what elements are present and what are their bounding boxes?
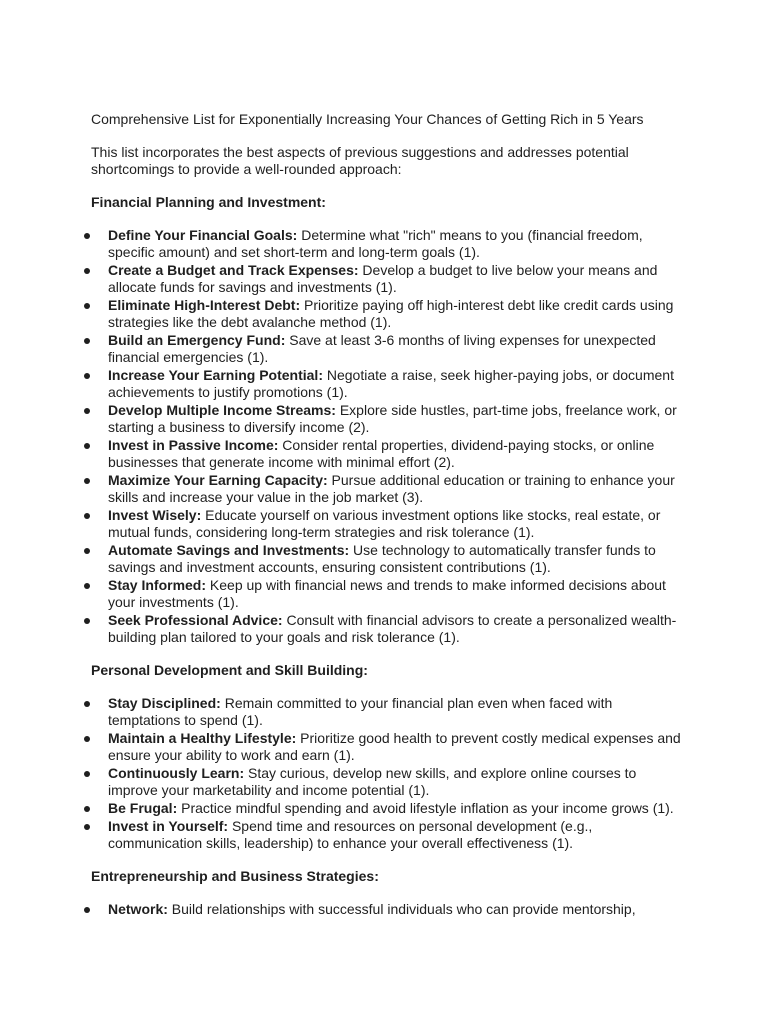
list-item-title: Stay Disciplined: [108,695,221,711]
list-item-text: Educate yourself on various investment options like stocks, real estate, or mutual funds, considering long-term strategies and risk tolerance (1). [108,507,661,540]
list-item-text: Spend time and resources on personal development (e.g., communication skills, leadership) to enhance your overall effectiveness (1). [108,818,593,851]
list-item-title: Seek Professional Advice: [108,612,283,628]
list-item-text: Pursue additional education or training to enhance your skills and increase your value in the job market (3). [108,472,675,505]
bullet-icon [84,548,90,554]
bullet-icon [84,478,90,484]
list-item-text: Build relationships with successful individuals who can provide mentorship, [167,901,636,917]
bullet-icon [84,806,90,812]
bullet-list [91,695,681,852]
list-item-title: Stay Informed: [108,577,207,593]
bullet-list [91,901,681,918]
bullet-icon [84,824,90,830]
list-item-text: Stay curious, develop new skills, and explore online courses to improve your marketability and income potential (1). [108,765,637,798]
list-item-text: Consult with financial advisors to create a personalized wealth-building plan tailored to your goals and risk tolerance (1). [108,612,677,645]
list-item [91,818,681,852]
document-page [91,111,681,934]
bullet-icon [84,513,90,519]
bullet-icon [84,408,90,414]
list-item-text: Remain committed to your financial plan even when faced with temptations to spend (1). [108,695,613,728]
list-item [91,332,681,366]
sections-container [91,194,681,918]
list-item [91,402,681,436]
list-item-text: Determine what "rich" means to you (financial freedom, specific amount) and set short-term and long-term goals (1). [108,227,643,260]
list-item [91,730,681,764]
bullet-icon [84,443,90,449]
list-item-text: Use technology to automatically transfer funds to savings and investment accounts, ensuring consistent contributions (1). [108,542,656,575]
list-item-text: Keep up with financial news and trends to make informed decisions about your investments (1). [108,577,666,610]
list-item-title: Eliminate High-Interest Debt: [108,297,301,313]
list-item [91,542,681,576]
list-item-title: Invest in Passive Income: [108,437,279,453]
list-item-text: Consider rental properties, dividend-paying stocks, or online businesses that generate income with minimal effort (2). [108,437,655,470]
list-item-text: Develop a budget to live below your means and allocate funds for savings and investments (1). [108,262,658,295]
section-heading: Entrepreneurship and Business Strategies: [91,868,379,884]
list-item [91,901,681,918]
list-item [91,437,681,471]
list-item [91,262,681,296]
list-item-title: Continuously Learn: [108,765,245,781]
bullet-list [91,227,681,646]
bullet-icon [84,583,90,589]
bullet-icon [84,373,90,379]
bullet-icon [84,701,90,707]
list-item [91,800,681,817]
bullet-icon [84,233,90,239]
bullet-icon [84,907,90,913]
list-item [91,472,681,506]
list-item-title: Define Your Financial Goals: [108,227,298,243]
list-item-title: Increase Your Earning Potential: [108,367,323,383]
intro-paragraph: This list incorporates the best aspects of previous suggestions and addresses potential shortcomings to provide a well-rounded approach: [91,144,629,177]
list-item [91,577,681,611]
list-item-text: Negotiate a raise, seek higher-paying jobs, or document achievements to justify promotions (1). [108,367,674,400]
list-item-title: Be Frugal: [108,800,178,816]
bullet-icon [84,303,90,309]
list-item-title: Invest Wisely: [108,507,202,523]
bullet-icon [84,736,90,742]
list-item-text: Save at least 3-6 months of living expenses for unexpected financial emergencies (1). [108,332,656,365]
list-item-title: Maximize Your Earning Capacity: [108,472,328,488]
list-item-title: Develop Multiple Income Streams: [108,402,336,418]
list-item [91,695,681,729]
list-item-text: Prioritize good health to prevent costly medical expenses and ensure your ability to work and earn (1). [108,730,681,763]
list-item [91,765,681,799]
list-item-title: Automate Savings and Investments: [108,542,350,558]
list-item-text: Explore side hustles, part-time jobs, freelance work, or starting a business to diversify income (2). [108,402,677,435]
list-item [91,507,681,541]
list-item [91,367,681,401]
bullet-icon [84,338,90,344]
list-item [91,612,681,646]
list-item-title: Network: [108,901,168,917]
list-item-text: Practice mindful spending and avoid lifestyle inflation as your income grows (1). [177,800,674,816]
list-item [91,227,681,261]
list-item-title: Invest in Yourself: [108,818,229,834]
document-title: Comprehensive List for Exponentially Increasing Your Chances of Getting Rich in 5 Years [91,111,644,127]
bullet-icon [84,771,90,777]
bullet-icon [84,618,90,624]
list-item-title: Build an Emergency Fund: [108,332,286,348]
section-heading: Personal Development and Skill Building: [91,662,368,678]
list-item-text: Prioritize paying off high-interest debt like credit cards using strategies like the debt avalanche method (1). [108,297,674,330]
list-item-title: Maintain a Healthy Lifestyle: [108,730,297,746]
list-item [91,297,681,331]
section-heading: Financial Planning and Investment: [91,194,326,210]
bullet-icon [84,268,90,274]
list-item-title: Create a Budget and Track Expenses: [108,262,359,278]
